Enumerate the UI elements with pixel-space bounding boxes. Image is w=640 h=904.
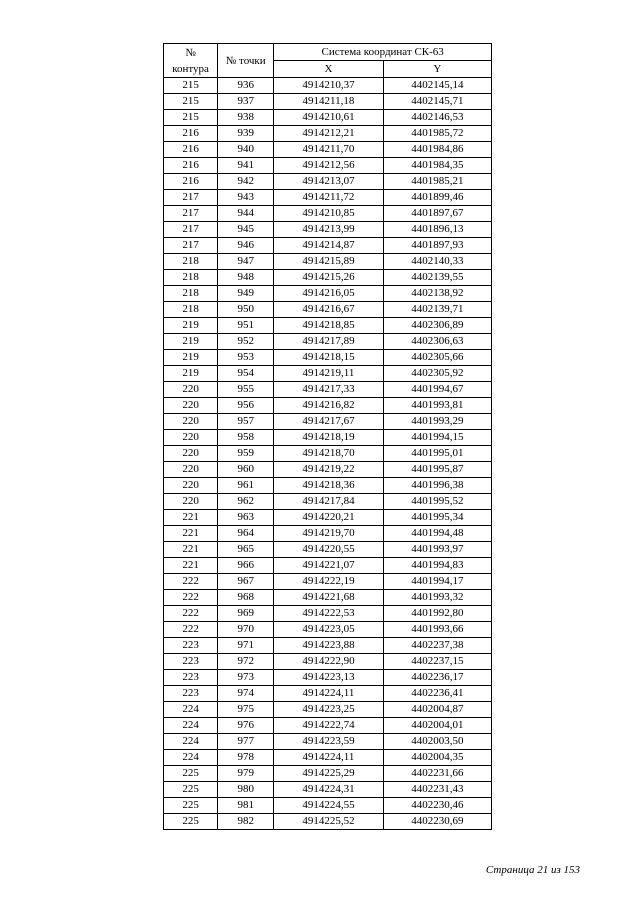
cell-point: 959 xyxy=(218,446,274,462)
cell-x: 4914225,52 xyxy=(274,814,383,830)
cell-contour: 218 xyxy=(164,302,218,318)
table-row xyxy=(164,190,492,206)
table-row xyxy=(164,446,492,462)
cell-point: 964 xyxy=(218,526,274,542)
cell-contour: 220 xyxy=(164,462,218,478)
cell-y: 4402004,35 xyxy=(383,750,491,766)
cell-contour: 219 xyxy=(164,334,218,350)
cell-x: 4914210,85 xyxy=(274,206,383,222)
cell-y: 4401995,52 xyxy=(383,494,491,510)
cell-x: 4914213,07 xyxy=(274,174,383,190)
cell-contour: 223 xyxy=(164,670,218,686)
cell-x: 4914210,61 xyxy=(274,110,383,126)
coordinates-table xyxy=(163,43,492,830)
cell-x: 4914225,29 xyxy=(274,766,383,782)
cell-x: 4914211,72 xyxy=(274,190,383,206)
cell-point: 961 xyxy=(218,478,274,494)
cell-y: 4401985,72 xyxy=(383,126,491,142)
table-row xyxy=(164,110,492,126)
cell-y: 4401899,46 xyxy=(383,190,491,206)
cell-y: 4402237,15 xyxy=(383,654,491,670)
cell-point: 970 xyxy=(218,622,274,638)
cell-y: 4402236,17 xyxy=(383,670,491,686)
cell-point: 944 xyxy=(218,206,274,222)
cell-x: 4914221,07 xyxy=(274,558,383,574)
table-row xyxy=(164,398,492,414)
cell-contour: 216 xyxy=(164,174,218,190)
cell-y: 4402231,66 xyxy=(383,766,491,782)
table-row xyxy=(164,638,492,654)
cell-point: 941 xyxy=(218,158,274,174)
cell-y: 4402003,50 xyxy=(383,734,491,750)
cell-y: 4402139,71 xyxy=(383,302,491,318)
cell-point: 979 xyxy=(218,766,274,782)
table-row xyxy=(164,302,492,318)
header-contour-line2: контура xyxy=(172,62,209,75)
cell-point: 940 xyxy=(218,142,274,158)
cell-y: 4402146,53 xyxy=(383,110,491,126)
table-row xyxy=(164,78,492,94)
cell-contour: 216 xyxy=(164,158,218,174)
cell-y: 4401994,17 xyxy=(383,574,491,590)
cell-point: 965 xyxy=(218,542,274,558)
table-row xyxy=(164,814,492,830)
cell-contour: 225 xyxy=(164,798,218,814)
header-coordinate-system: Система координат СК-63 xyxy=(274,44,492,61)
cell-contour: 223 xyxy=(164,654,218,670)
cell-point: 950 xyxy=(218,302,274,318)
cell-contour: 220 xyxy=(164,382,218,398)
cell-point: 958 xyxy=(218,430,274,446)
table-row xyxy=(164,334,492,350)
cell-point: 954 xyxy=(218,366,274,382)
cell-y: 4402305,66 xyxy=(383,350,491,366)
cell-y: 4402004,01 xyxy=(383,718,491,734)
cell-y: 4402230,46 xyxy=(383,798,491,814)
table-row xyxy=(164,270,492,286)
header-contour-number xyxy=(164,44,218,78)
cell-y: 4401984,86 xyxy=(383,142,491,158)
cell-contour: 220 xyxy=(164,398,218,414)
cell-x: 4914211,18 xyxy=(274,94,383,110)
cell-contour: 224 xyxy=(164,718,218,734)
table-row xyxy=(164,254,492,270)
table-row xyxy=(164,734,492,750)
cell-x: 4914223,13 xyxy=(274,670,383,686)
table-body xyxy=(164,78,492,830)
cell-contour: 225 xyxy=(164,782,218,798)
table-row xyxy=(164,510,492,526)
cell-point: 967 xyxy=(218,574,274,590)
cell-y: 4401984,35 xyxy=(383,158,491,174)
table-row xyxy=(164,478,492,494)
cell-point: 966 xyxy=(218,558,274,574)
table-row xyxy=(164,558,492,574)
cell-x: 4914212,56 xyxy=(274,158,383,174)
cell-y: 4401996,38 xyxy=(383,478,491,494)
cell-contour: 216 xyxy=(164,142,218,158)
cell-x: 4914210,37 xyxy=(274,78,383,94)
cell-x: 4914216,82 xyxy=(274,398,383,414)
cell-point: 963 xyxy=(218,510,274,526)
table-row xyxy=(164,414,492,430)
cell-point: 973 xyxy=(218,670,274,686)
cell-y: 4402230,69 xyxy=(383,814,491,830)
cell-x: 4914224,31 xyxy=(274,782,383,798)
cell-y: 4401992,80 xyxy=(383,606,491,622)
table-row xyxy=(164,238,492,254)
table-row xyxy=(164,350,492,366)
cell-point: 977 xyxy=(218,734,274,750)
cell-x: 4914222,74 xyxy=(274,718,383,734)
cell-contour: 221 xyxy=(164,526,218,542)
cell-y: 4401994,15 xyxy=(383,430,491,446)
table-row xyxy=(164,366,492,382)
cell-x: 4914224,55 xyxy=(274,798,383,814)
table-row xyxy=(164,542,492,558)
cell-contour: 219 xyxy=(164,350,218,366)
table-row xyxy=(164,606,492,622)
cell-x: 4914216,67 xyxy=(274,302,383,318)
cell-point: 982 xyxy=(218,814,274,830)
cell-y: 4402231,43 xyxy=(383,782,491,798)
cell-y: 4401897,67 xyxy=(383,206,491,222)
cell-y: 4401993,66 xyxy=(383,622,491,638)
table-row xyxy=(164,94,492,110)
cell-y: 4401897,93 xyxy=(383,238,491,254)
cell-y: 4401994,67 xyxy=(383,382,491,398)
cell-x: 4914219,11 xyxy=(274,366,383,382)
table-row xyxy=(164,686,492,702)
cell-point: 969 xyxy=(218,606,274,622)
cell-point: 937 xyxy=(218,94,274,110)
cell-y: 4402145,71 xyxy=(383,94,491,110)
cell-y: 4401896,13 xyxy=(383,222,491,238)
table-row xyxy=(164,126,492,142)
cell-y: 4401994,83 xyxy=(383,558,491,574)
cell-contour: 221 xyxy=(164,542,218,558)
cell-y: 4401995,87 xyxy=(383,462,491,478)
cell-contour: 217 xyxy=(164,238,218,254)
cell-contour: 221 xyxy=(164,558,218,574)
cell-x: 4914215,26 xyxy=(274,270,383,286)
table-row xyxy=(164,590,492,606)
cell-x: 4914212,21 xyxy=(274,126,383,142)
cell-point: 981 xyxy=(218,798,274,814)
cell-x: 4914222,53 xyxy=(274,606,383,622)
cell-x: 4914223,59 xyxy=(274,734,383,750)
cell-x: 4914223,05 xyxy=(274,622,383,638)
cell-contour: 215 xyxy=(164,78,218,94)
cell-x: 4914214,87 xyxy=(274,238,383,254)
header-y: Y xyxy=(383,61,491,78)
cell-point: 980 xyxy=(218,782,274,798)
table-row xyxy=(164,766,492,782)
cell-point: 947 xyxy=(218,254,274,270)
cell-x: 4914217,84 xyxy=(274,494,383,510)
cell-y: 4402306,89 xyxy=(383,318,491,334)
cell-point: 949 xyxy=(218,286,274,302)
cell-y: 4401993,97 xyxy=(383,542,491,558)
cell-x: 4914217,33 xyxy=(274,382,383,398)
cell-y: 4401993,32 xyxy=(383,590,491,606)
table-header xyxy=(164,44,492,78)
cell-x: 4914222,90 xyxy=(274,654,383,670)
cell-point: 946 xyxy=(218,238,274,254)
cell-x: 4914223,25 xyxy=(274,702,383,718)
cell-contour: 223 xyxy=(164,686,218,702)
cell-x: 4914218,85 xyxy=(274,318,383,334)
cell-y: 4402237,38 xyxy=(383,638,491,654)
table-row xyxy=(164,142,492,158)
cell-contour: 219 xyxy=(164,318,218,334)
cell-contour: 222 xyxy=(164,606,218,622)
cell-point: 968 xyxy=(218,590,274,606)
cell-x: 4914215,89 xyxy=(274,254,383,270)
cell-x: 4914224,11 xyxy=(274,750,383,766)
cell-y: 4401993,81 xyxy=(383,398,491,414)
cell-y: 4401985,21 xyxy=(383,174,491,190)
cell-contour: 218 xyxy=(164,286,218,302)
cell-contour: 217 xyxy=(164,190,218,206)
table-row xyxy=(164,430,492,446)
cell-x: 4914218,36 xyxy=(274,478,383,494)
header-contour-line1: № xyxy=(185,46,196,59)
cell-x: 4914217,67 xyxy=(274,414,383,430)
cell-point: 951 xyxy=(218,318,274,334)
cell-y: 4402145,14 xyxy=(383,78,491,94)
table-row xyxy=(164,318,492,334)
cell-x: 4914213,99 xyxy=(274,222,383,238)
table-row xyxy=(164,654,492,670)
table-row xyxy=(164,206,492,222)
cell-y: 4401995,01 xyxy=(383,446,491,462)
cell-contour: 216 xyxy=(164,126,218,142)
cell-contour: 215 xyxy=(164,110,218,126)
page-number: Страница 21 из 153 xyxy=(485,864,580,876)
cell-contour: 221 xyxy=(164,510,218,526)
cell-y: 4402306,63 xyxy=(383,334,491,350)
cell-y: 4402305,92 xyxy=(383,366,491,382)
cell-x: 4914219,70 xyxy=(274,526,383,542)
cell-contour: 215 xyxy=(164,94,218,110)
cell-point: 952 xyxy=(218,334,274,350)
table-row xyxy=(164,622,492,638)
cell-point: 975 xyxy=(218,702,274,718)
cell-x: 4914223,88 xyxy=(274,638,383,654)
cell-x: 4914216,05 xyxy=(274,286,383,302)
cell-x: 4914222,19 xyxy=(274,574,383,590)
cell-point: 945 xyxy=(218,222,274,238)
cell-x: 4914221,68 xyxy=(274,590,383,606)
cell-point: 948 xyxy=(218,270,274,286)
cell-x: 4914218,19 xyxy=(274,430,383,446)
cell-contour: 220 xyxy=(164,430,218,446)
cell-point: 938 xyxy=(218,110,274,126)
cell-x: 4914218,15 xyxy=(274,350,383,366)
table-row xyxy=(164,526,492,542)
cell-contour: 224 xyxy=(164,734,218,750)
cell-y: 4402138,92 xyxy=(383,286,491,302)
table-row xyxy=(164,702,492,718)
cell-contour: 225 xyxy=(164,814,218,830)
cell-point: 953 xyxy=(218,350,274,366)
table-row xyxy=(164,174,492,190)
cell-point: 972 xyxy=(218,654,274,670)
cell-contour: 224 xyxy=(164,750,218,766)
cell-contour: 219 xyxy=(164,366,218,382)
cell-y: 4401993,29 xyxy=(383,414,491,430)
cell-point: 942 xyxy=(218,174,274,190)
table-row xyxy=(164,382,492,398)
cell-contour: 223 xyxy=(164,638,218,654)
cell-point: 962 xyxy=(218,494,274,510)
cell-y: 4402236,41 xyxy=(383,686,491,702)
table-row xyxy=(164,782,492,798)
cell-contour: 222 xyxy=(164,590,218,606)
cell-point: 939 xyxy=(218,126,274,142)
cell-point: 943 xyxy=(218,190,274,206)
table-row xyxy=(164,750,492,766)
cell-contour: 220 xyxy=(164,494,218,510)
header-x: X xyxy=(274,61,383,78)
cell-x: 4914217,89 xyxy=(274,334,383,350)
cell-contour: 222 xyxy=(164,574,218,590)
cell-x: 4914220,21 xyxy=(274,510,383,526)
cell-point: 957 xyxy=(218,414,274,430)
table-row xyxy=(164,222,492,238)
cell-contour: 218 xyxy=(164,270,218,286)
cell-contour: 217 xyxy=(164,206,218,222)
cell-contour: 218 xyxy=(164,254,218,270)
cell-y: 4402140,33 xyxy=(383,254,491,270)
cell-point: 936 xyxy=(218,78,274,94)
table-row xyxy=(164,462,492,478)
cell-contour: 225 xyxy=(164,766,218,782)
table-row xyxy=(164,798,492,814)
table-row xyxy=(164,158,492,174)
cell-contour: 224 xyxy=(164,702,218,718)
cell-point: 971 xyxy=(218,638,274,654)
cell-point: 974 xyxy=(218,686,274,702)
cell-x: 4914224,11 xyxy=(274,686,383,702)
table-row xyxy=(164,670,492,686)
cell-point: 978 xyxy=(218,750,274,766)
cell-x: 4914220,55 xyxy=(274,542,383,558)
table-row xyxy=(164,718,492,734)
cell-y: 4402139,55 xyxy=(383,270,491,286)
cell-x: 4914219,22 xyxy=(274,462,383,478)
cell-y: 4401994,48 xyxy=(383,526,491,542)
cell-contour: 220 xyxy=(164,446,218,462)
cell-x: 4914211,70 xyxy=(274,142,383,158)
cell-contour: 220 xyxy=(164,414,218,430)
table-row xyxy=(164,574,492,590)
header-point-number: № точки xyxy=(218,44,274,78)
cell-y: 4402004,87 xyxy=(383,702,491,718)
table-row xyxy=(164,494,492,510)
cell-contour: 222 xyxy=(164,622,218,638)
cell-point: 955 xyxy=(218,382,274,398)
cell-x: 4914218,70 xyxy=(274,446,383,462)
table-row xyxy=(164,286,492,302)
cell-point: 960 xyxy=(218,462,274,478)
cell-point: 956 xyxy=(218,398,274,414)
cell-point: 976 xyxy=(218,718,274,734)
cell-y: 4401995,34 xyxy=(383,510,491,526)
cell-contour: 217 xyxy=(164,222,218,238)
cell-contour: 220 xyxy=(164,478,218,494)
